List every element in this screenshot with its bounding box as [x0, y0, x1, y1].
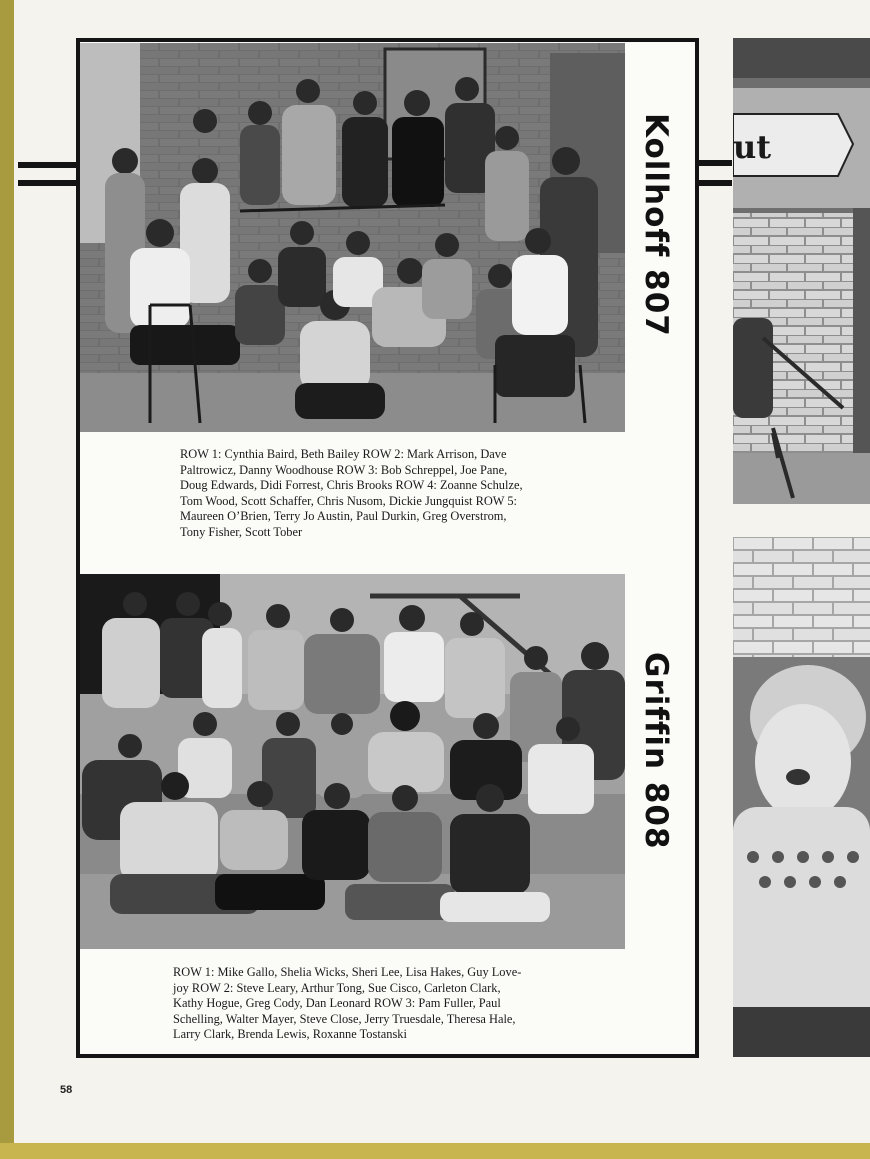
left-band-bottom — [18, 180, 78, 186]
caption-line: Larry Clark, Brenda Lewis, Roxanne Tostanski — [173, 1027, 407, 1042]
candid-photo-hallway-image — [733, 38, 870, 504]
caption-line: Tom Wood, Scott Schaffer, Chris Nusom, Dickie Jungquist ROW 5: — [180, 493, 517, 508]
candid-photo-hallway — [733, 38, 870, 504]
caption-line: joy ROW 2: Steve Leary, Arthur Tong, Sue Cisco, Carleton Clark, — [173, 980, 501, 995]
caption-line: Tony Fisher, Scott Tober — [180, 524, 303, 539]
class-photo-kollhoff — [80, 43, 625, 432]
left-band-top — [18, 162, 78, 168]
page-bottom-edge — [0, 1143, 870, 1159]
caption-line: Paltrowicz, Danny Woodhouse ROW 3: Bob Schreppel, Joe Pane, — [180, 462, 508, 477]
class-photo-kollhoff-image — [80, 43, 625, 432]
binding-edge — [0, 0, 14, 1159]
homeroom-title: Griffin 808 — [638, 652, 674, 850]
caption-line: Schelling, Walter Mayer, Steve Close, Jerry Truesdale, Theresa Hale, — [173, 1011, 516, 1026]
caption-line: Doug Edwards, Didi Forrest, Chris Brooks ROW 4: Zoanne Schulze, — [180, 478, 523, 493]
class-photo-griffin — [80, 574, 625, 949]
homeroom-title: Kollhoff 807 — [638, 113, 674, 337]
caption-line: Kathy Hogue, Greg Cody, Dan Leonard ROW 3: Pam Fuller, Paul — [173, 996, 501, 1011]
candid-photo-student — [733, 537, 870, 1057]
page-number: 58 — [60, 1084, 73, 1096]
candid-photo-student-image — [733, 537, 870, 1057]
caption-line: ROW 1: Mike Gallo, Shelia Wicks, Sheri Lee, Lisa Hakes, Guy Love- — [173, 965, 522, 979]
caption-line: Maureen O’Brien, Terry Jo Austin, Paul Durkin, Greg Overstrom, — [180, 509, 507, 524]
caption-line: ROW 1: Cynthia Baird, Beth Bailey ROW 2: Mark Arrison, Dave — [180, 447, 507, 461]
sign-text: ut — [733, 128, 772, 166]
photo-caption — [173, 965, 521, 1043]
right-band-top — [699, 160, 732, 166]
photo-caption — [180, 447, 523, 541]
right-band-bottom — [699, 180, 732, 186]
class-photo-griffin-image — [80, 574, 625, 949]
